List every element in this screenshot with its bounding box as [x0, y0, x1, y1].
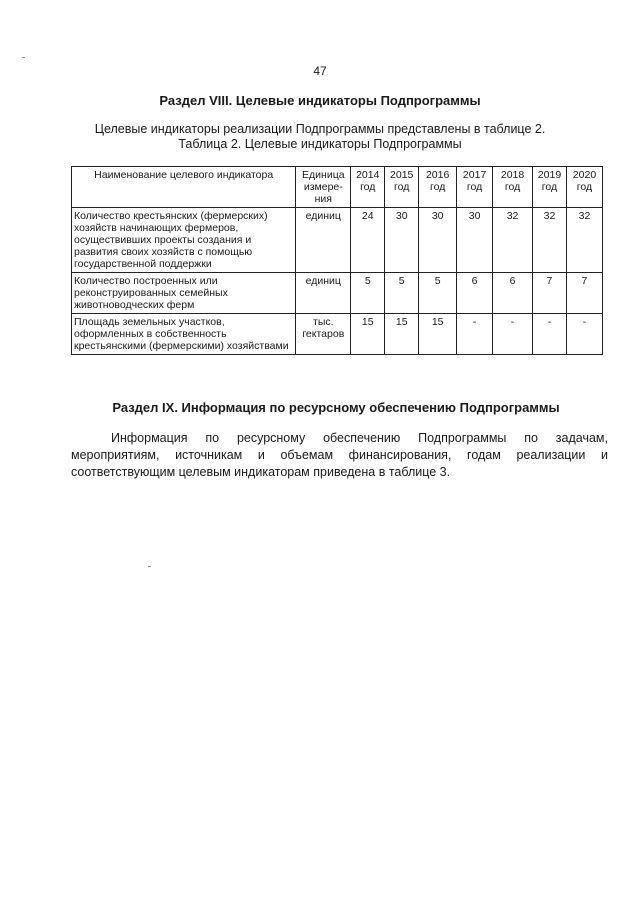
header-2014: 2014 год — [351, 167, 385, 208]
row-value: - — [566, 314, 602, 355]
row-value: 5 — [351, 273, 385, 314]
row-value: 5 — [385, 273, 419, 314]
row-value: 7 — [566, 273, 602, 314]
header-2018: 2018 год — [493, 167, 533, 208]
header-2016: 2016 год — [419, 167, 457, 208]
row-value: 15 — [419, 314, 457, 355]
header-2015: 2015 год — [385, 167, 419, 208]
row-value: 30 — [385, 208, 419, 273]
table-row — [72, 208, 603, 273]
indicators-table — [71, 166, 603, 355]
row-value: 32 — [566, 208, 602, 273]
row-value: - — [533, 314, 567, 355]
scan-speck — [22, 57, 25, 58]
row-name: Количество построенных или реконструированных семейных животноводческих ферм — [72, 273, 296, 314]
row-value: 24 — [351, 208, 385, 273]
row-value: 30 — [419, 208, 457, 273]
section-8-title: Раздел VIII. Целевые индикаторы Подпрограммы — [159, 93, 481, 108]
row-value: - — [493, 314, 533, 355]
row-value: 30 — [457, 208, 493, 273]
header-unit: Единица измере-ния — [296, 167, 351, 208]
table-intro — [0, 122, 640, 152]
row-value: 15 — [385, 314, 419, 355]
row-unit: тыс. гектаров — [296, 314, 351, 355]
row-value: 6 — [457, 273, 493, 314]
table-row — [72, 314, 603, 355]
table-row — [72, 273, 603, 314]
row-value: 32 — [533, 208, 567, 273]
row-value: - — [457, 314, 493, 355]
header-2017: 2017 год — [457, 167, 493, 208]
row-value: 6 — [493, 273, 533, 314]
header-2020: 2020 год — [566, 167, 602, 208]
row-name: Площадь земельных участков, оформленных в собственность крестьянскими (фермерскими) хозяйствами — [72, 314, 296, 355]
row-name: Количество крестьянских (фермерских) хозяйств начинающих фермеров, осуществивших проекты создания и развития своих хозяйств с помощью государственной поддержки — [72, 208, 296, 273]
row-value: 7 — [533, 273, 567, 314]
section-9-title: Раздел IX. Информация по ресурсному обеспечению Подпрограммы — [112, 400, 560, 415]
row-value: 5 — [419, 273, 457, 314]
page-number: 47 — [313, 64, 327, 78]
table-caption: Таблица 2. Целевые индикаторы Подпрограммы — [178, 137, 462, 151]
row-value: 15 — [351, 314, 385, 355]
table-header-row — [72, 167, 603, 208]
row-unit: единиц — [296, 208, 351, 273]
intro-text: Целевые индикаторы реализации Подпрограммы представлены в таблице 2. — [94, 122, 546, 136]
scan-speck — [148, 566, 151, 567]
resource-paragraph: Информация по ресурсному обеспечению Подпрограммы по задачам, мероприятиям, источникам и объемам финансирования, годам реализации и соответствующим целевым индикаторам приведена в таблице 3. — [71, 431, 608, 479]
row-value: 32 — [493, 208, 533, 273]
row-unit: единиц — [296, 273, 351, 314]
header-2019: 2019 год — [533, 167, 567, 208]
header-name: Наименование целевого индикатора — [72, 167, 296, 208]
